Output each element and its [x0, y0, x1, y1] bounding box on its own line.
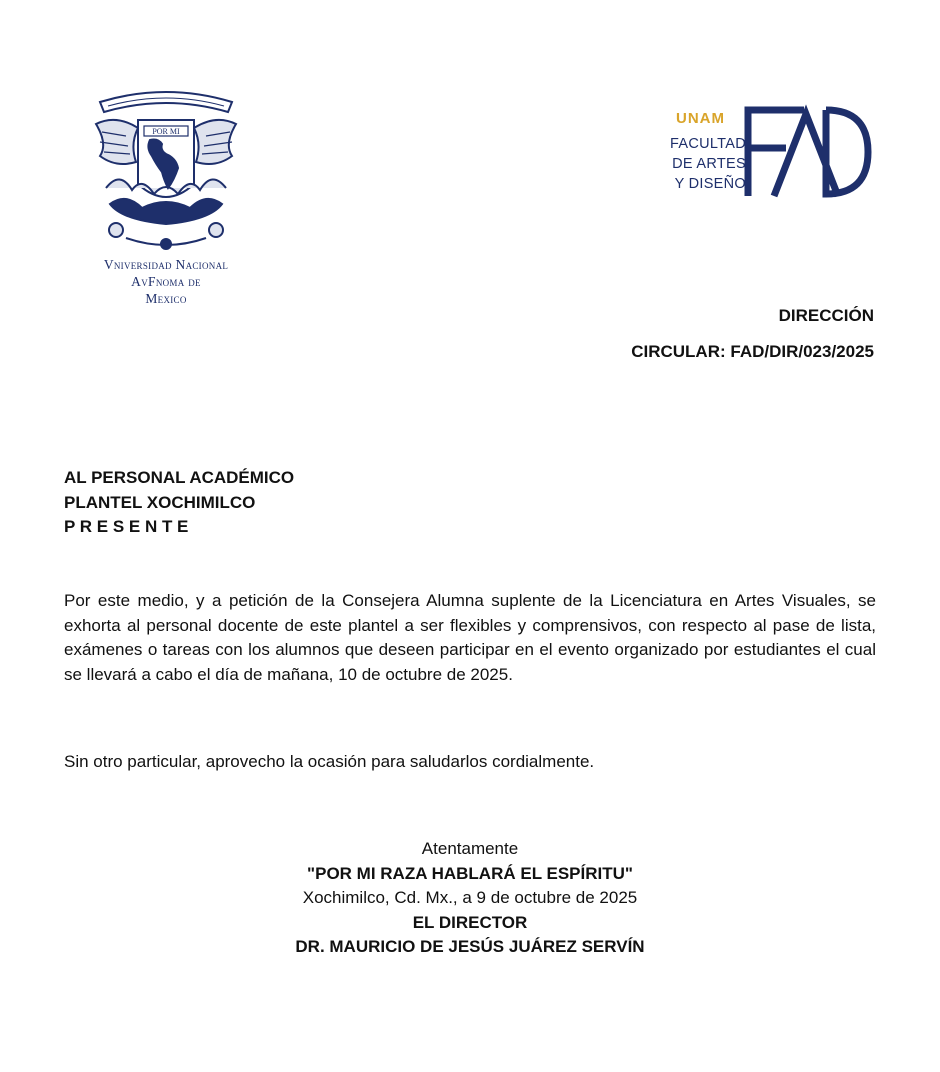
addressee-line: AL PERSONAL ACADÉMICO: [64, 468, 295, 487]
unam-caption-line: AvFnoma de: [131, 274, 201, 289]
addressee-present: P R E S E N T E: [64, 517, 189, 536]
unam-caption-line: Mexico: [145, 291, 187, 306]
fad-name-line: FACULTAD: [670, 136, 746, 152]
signer-name: DR. MAURICIO DE JESÚS JUÁREZ SERVÍN: [295, 937, 645, 956]
unam-logo: [78, 84, 258, 316]
closing-word: Atentamente: [421, 839, 519, 858]
signature-block: [0, 837, 940, 960]
seal-motto: POR MI: [152, 127, 180, 136]
body-paragraph: Por este medio, y a petición de la Consejera Alumna suplente de la Licenciatura en Artes Visuales, se exhorta al personal docente de este plantel a ser flexibles y comprensivos, con respecto al pase de lista, exámenes o tareas con los alumnos que deseen participar en el evento organizado por estudiantes el cual se llevará a cabo el día de mañana, 10 de octubre de 2025.: [64, 591, 876, 684]
fad-unam-label: UNAM: [676, 110, 725, 127]
fad-monogram-icon: [744, 104, 872, 200]
closing-paragraph: Sin otro particular, aprovecho la ocasión para saludarlos cordialmente.: [64, 752, 595, 771]
addressee-line: PLANTEL XOCHIMILCO: [64, 492, 256, 512]
department-label: DIRECCIÓN: [778, 306, 874, 325]
place-date: Xochimilco, Cd. Mx., a 9 de octubre de 2025: [302, 888, 638, 907]
motto: "POR MI RAZA HABLARÁ EL ESPÍRITU": [307, 863, 633, 883]
unam-caption-line: Vniversidad Nacional: [103, 257, 229, 272]
unam-seal-icon: [86, 84, 246, 254]
circular-number: CIRCULAR: FAD/DIR/023/2025: [631, 342, 874, 361]
fad-name-line: DE ARTES: [672, 156, 746, 172]
fad-name-line: Y DISEÑO: [674, 176, 746, 192]
fad-logo: [648, 100, 880, 200]
addressee-block: [64, 466, 294, 540]
signer-title: EL DIRECTOR: [412, 912, 528, 932]
unam-caption: [78, 256, 254, 307]
